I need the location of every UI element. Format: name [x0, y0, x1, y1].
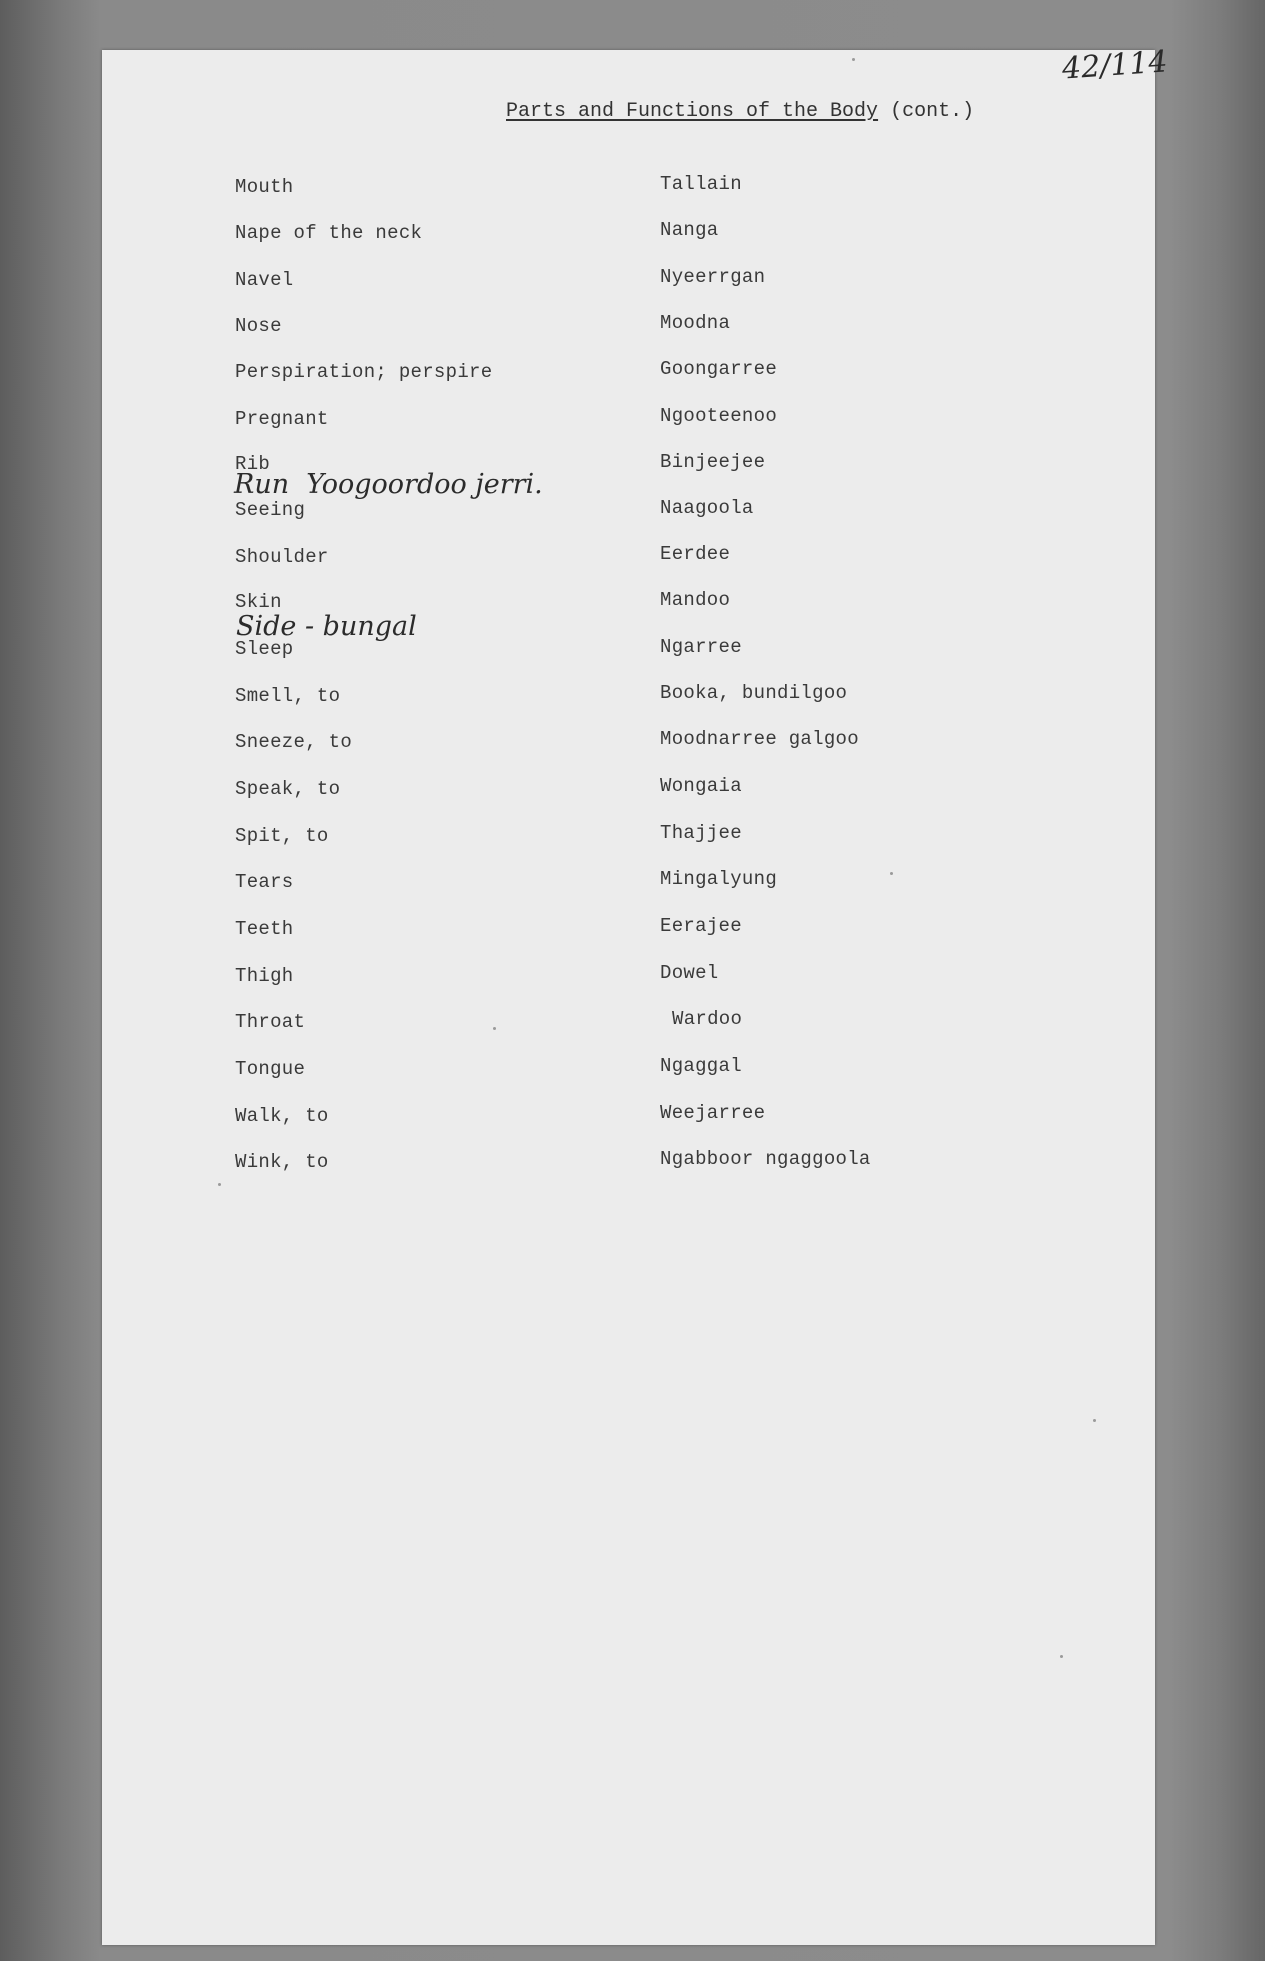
- entry-translation: Ngarree: [660, 636, 742, 658]
- entry-translation: Dowel: [660, 962, 719, 984]
- scan-speck: [1093, 1419, 1096, 1422]
- entry-translation: Naagoola: [660, 497, 754, 519]
- entry-translation: Ngabboor ngaggoola: [660, 1148, 871, 1170]
- entry-term: Smell, to: [235, 685, 341, 707]
- entry-term: Mouth: [235, 176, 294, 198]
- scan-speck: [493, 1027, 496, 1030]
- entry-translation: Tallain: [660, 173, 742, 195]
- entry-term: Sneeze, to: [235, 731, 353, 753]
- entry-translation: Thajjee: [660, 822, 742, 844]
- entry-term: Navel: [235, 269, 294, 291]
- entry-translation: Mandoo: [660, 589, 731, 611]
- scan-speck: [890, 872, 893, 875]
- entry-term: Teeth: [235, 918, 294, 940]
- entry-term: Throat: [235, 1011, 306, 1033]
- entry-term: Tears: [235, 871, 294, 893]
- entry-translation: Nyeerrgan: [660, 266, 766, 288]
- scan-speck: [852, 58, 855, 61]
- entry-translation: Weejarree: [660, 1102, 766, 1124]
- entry-term: Shoulder: [235, 546, 329, 568]
- handwritten-note: Side - bungal: [236, 611, 417, 642]
- entry-term: Nape of the neck: [235, 222, 423, 244]
- entry-term: Tongue: [235, 1058, 306, 1080]
- scan-speck: [218, 1183, 221, 1186]
- entry-translation: Binjeejee: [660, 451, 766, 473]
- entry-translation: Goongarree: [660, 358, 778, 380]
- entry-term: Spit, to: [235, 825, 329, 847]
- entry-translation: Mingalyung: [660, 868, 778, 890]
- entry-term: Wink, to: [235, 1151, 329, 1173]
- entry-term: Perspiration; perspire: [235, 361, 493, 383]
- page-title-underlined: Parts and Functions of the Body: [506, 100, 879, 123]
- handwritten-note: Run Yoogoordoo jerri.: [234, 469, 543, 500]
- entry-translation: Moodna: [660, 312, 731, 334]
- entry-translation: Ngaggal: [660, 1055, 742, 1077]
- entry-translation: Eerajee: [660, 915, 742, 937]
- entry-term: Thigh: [235, 965, 294, 987]
- entry-translation: Nanga: [660, 219, 719, 241]
- entry-translation: Ngooteenoo: [660, 405, 778, 427]
- entry-term: Walk, to: [235, 1105, 329, 1127]
- page-title-suffix: (cont.): [878, 100, 975, 123]
- entry-translation: Booka, bundilgoo: [660, 682, 848, 704]
- entry-translation: Wardoo: [672, 1008, 743, 1030]
- entry-term: Sleep: [235, 638, 294, 660]
- entry-translation: Eerdee: [660, 543, 731, 565]
- entry-term: Pregnant: [235, 408, 329, 430]
- entry-term: Speak, to: [235, 778, 341, 800]
- entry-translation: Moodnarree galgoo: [660, 728, 859, 750]
- scan-speck: [1060, 1655, 1063, 1658]
- entry-term: Seeing: [235, 499, 306, 521]
- entry-translation: Wongaia: [660, 775, 742, 797]
- page-number: 42/114: [1060, 44, 1169, 87]
- entry-term: Nose: [235, 315, 282, 337]
- page-title: [506, 100, 974, 123]
- entry-term: Rib: [235, 453, 271, 475]
- entry-term: Skin: [235, 591, 282, 613]
